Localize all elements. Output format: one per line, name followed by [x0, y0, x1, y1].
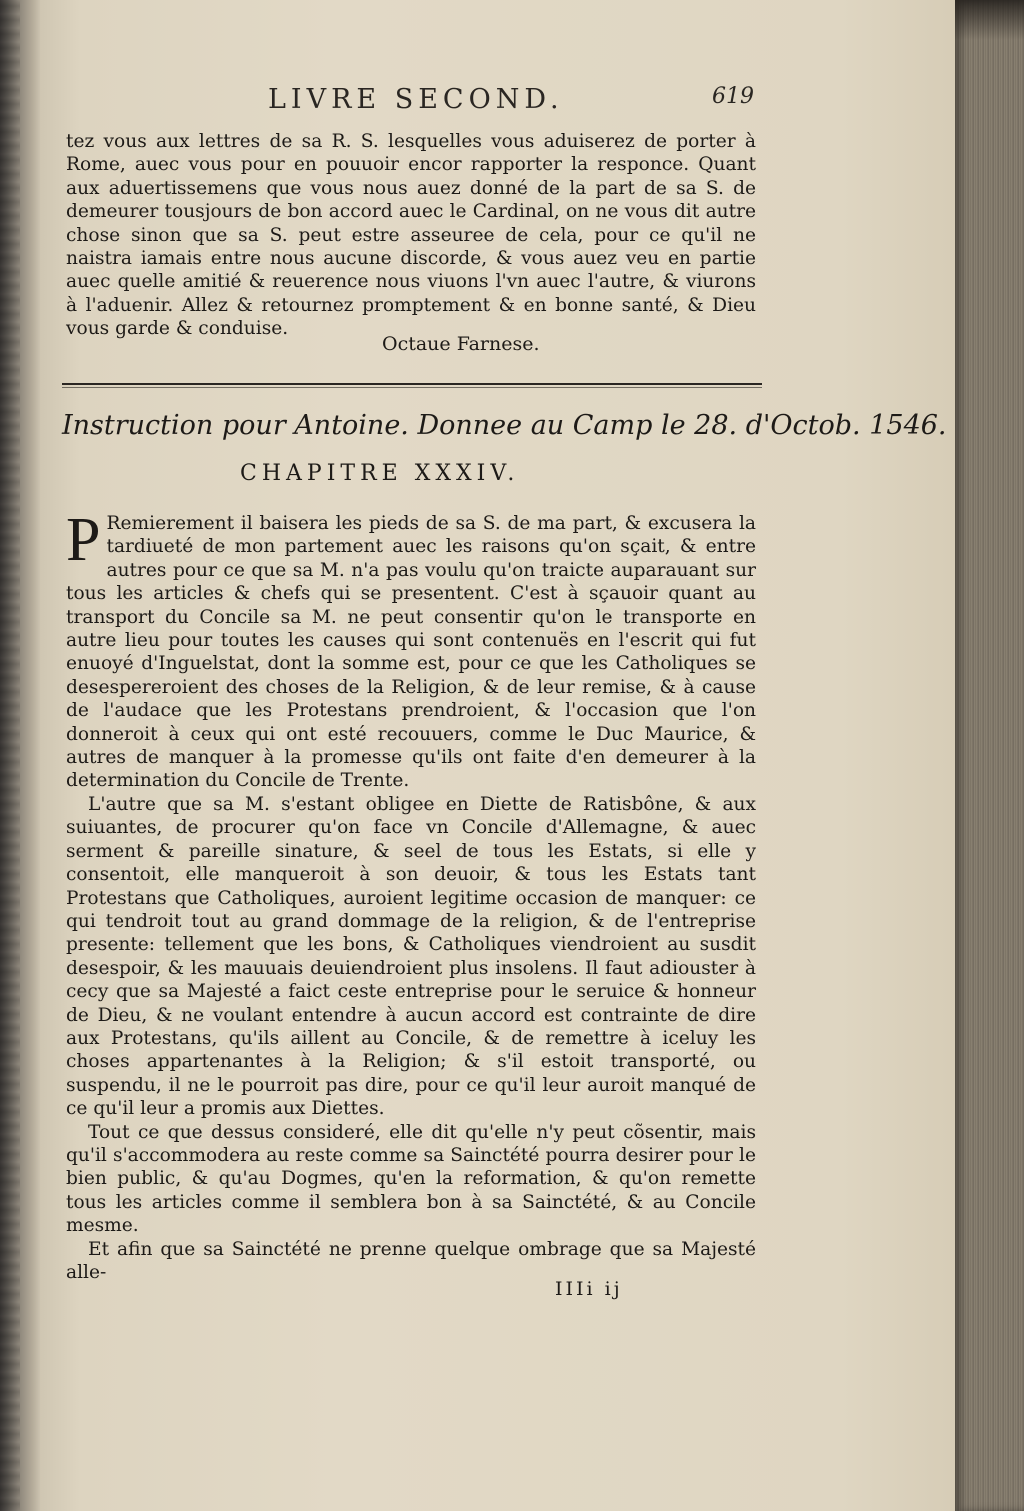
paragraph-2: L'autre que sa M. s'estant obligee en Diette de Ratisbône, & aux suiuantes, de procurer qu'on face vn Concile d'Allemagne, & auec serment & pareille sinature, & seel de tous les Estats, si elle y consentoit, elle manqueroit à son deuoir, & tous les Estats tant Protestans que Catholiques, auroient legitime occasion de manquer: ce qui tendroit tout au grand dommage de la religion, & de l'entreprise presente: tellement que les bons, & Catholiques viendroient au susdit desespoir, & les mauuais deuiendroient plus insolens. Il faut adiouster à cecy que sa Majesté a faict ceste entreprise pour le seruice & honneur de Dieu, & ne voulant entendre à aucun accord est contrainte de dire aux Protestans, qu'ils aillent au Concile, & de remettre à iceluy les choses appartenantes à la Religion; & s'il estoit transporté, ou suspendu, il ne le pourroit pas dire, pour ce qu'il leur auroit manqué de ce qu'il leur a promis aux Diettes. — [66, 793, 756, 1120]
chapter-heading: CHAPITRE XXXIV. — [240, 461, 520, 486]
paragraph-4: Et afin que sa Sainctété ne prenne quelque ombrage que sa Majesté alle- — [66, 1238, 756, 1283]
book-fore-edge — [955, 0, 1024, 1511]
previous-page-edge — [0, 0, 20, 1511]
signature-mark: IIIi ij — [555, 1278, 623, 1300]
letter-ending-paragraph — [66, 130, 756, 341]
page-number: 619 — [712, 84, 754, 109]
paragraph-1-text: Remierement il baisera les pieds de sa S. de ma part, & excusera la tardiueté de mon partement auec les raisons qu'on sçait, & entre autres pour ce que sa M. n'a pas voulu qu'on traicte auparauant sur tous les articles & chefs qui se presentent. C'est à sçauoir quant au transport du Concile sa M. ne peut consentir qu'on le transporte en autre lieu pour toutes les causes qui sont contenuës en l'escrit qui fut enuoyé d'Inguelstat, dont la somme est, pour ce que les Catholiques se desespereroient des choses de la Religion, & de leur remise, & à cause de l'audace que les Protestans prendroient, & l'occasion que l'on donneroit à ceux qui ont esté recouuers, comme le Duc Maurice, & autres de manquer à la promesse qu'ils ont faite d'en demeurer à la determination du Concile de Trente. — [66, 513, 756, 792]
edge-shadow — [955, 0, 1024, 40]
chapter-body — [66, 506, 756, 1284]
letter-ending-text: tez vous aux lettres de sa R. S. lesquelles vous aduiserez de porter à Rome, auec vous pour en pouuoir encor rapporter la responce. Quant aux aduertissemens que vous nous auez donné de la part de sa S. de demeurer tousjours de bon accord auec le Cardinal, on ne vous dit autre chose sinon que sa S. peut estre asseuree de cela, pour ce qu'il ne naistra iamais entre nous aucune discorde, & vous auez veu en partie auec quelle amitié & reuerence nous viuons l'vn auec l'autre, & viurons à l'aduenir. Allez & retournez promptement & en bonne santé, & Dieu vous garde & conduise. — [66, 131, 756, 340]
paragraph-3: Tout ce que dessus consideré, elle dit qu'elle n'y peut cõsentir, mais qu'il s'accommodera au reste comme sa Sainctété pourra desirer pour le bien public, & qu'au Dogmes, qu'en la reformation, & qu'on remette tous les articles comme il semblera bon à sa Sainctété, & au Concile mesme. — [66, 1121, 756, 1237]
drop-cap: P — [66, 506, 101, 574]
section-title: Instruction pour Antoine. Donnee au Camp le 28. d'Octob. 1546. — [62, 410, 947, 441]
section-divider-thin — [62, 387, 762, 388]
running-head-title: LIVRE SECOND. — [268, 84, 564, 115]
section-divider — [62, 383, 762, 385]
paragraph-1 — [66, 506, 756, 793]
letter-signature: Octaue Farnese. — [382, 333, 540, 355]
